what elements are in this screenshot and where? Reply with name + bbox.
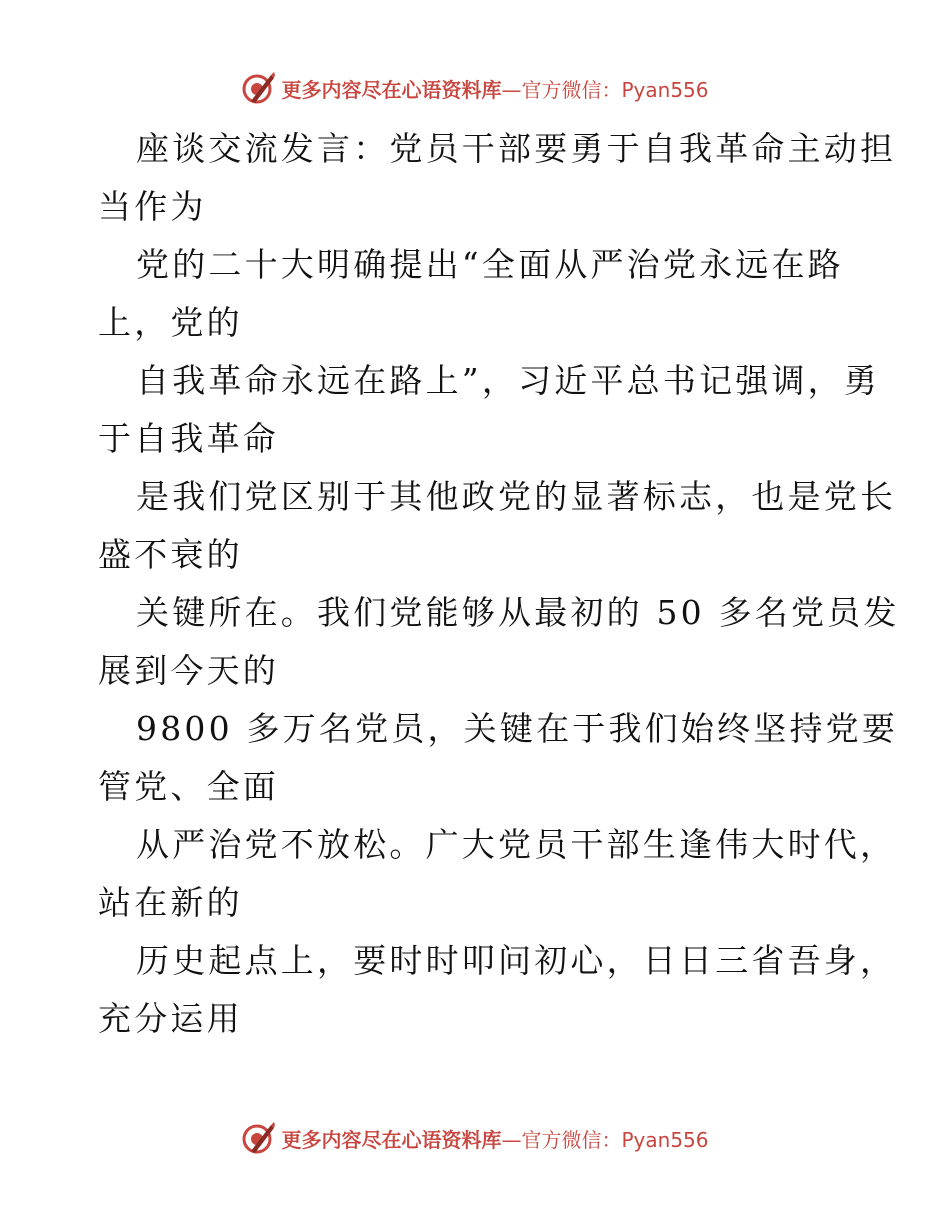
watermark-dash: — [501, 1127, 522, 1152]
footer-watermark [0, 1118, 950, 1158]
watermark-official: 官方微信： [521, 77, 622, 102]
text-line: 9800 多万名党员，关键在于我们始终坚持党要 [136, 709, 899, 748]
header-watermark [0, 68, 950, 108]
watermark-brand: 更多内容尽在心语资料库 [281, 1127, 502, 1152]
text-line: 管党、全面 [98, 767, 279, 806]
pen-logo-icon [241, 1121, 275, 1155]
pen-logo-icon [241, 71, 275, 105]
text-line: 座谈交流发言：党员干部要勇于自我革命主动担 [136, 129, 897, 168]
document-body [98, 120, 900, 1048]
text-line: 是我们党区别于其他政党的显著标志，也是党长 [136, 477, 897, 516]
text-line: 盛不衰的 [98, 535, 243, 574]
text-line: 上，党的 [98, 303, 243, 342]
text-line: 关键所在。我们党能够从最初的 50 多名党员发 [136, 593, 900, 632]
watermark-brand: 更多内容尽在心语资料库 [281, 77, 502, 102]
watermark-text [281, 1124, 708, 1153]
text-line: 充分运用 [98, 999, 243, 1038]
watermark-dash: — [501, 77, 522, 102]
text-line: 展到今天的 [98, 651, 279, 690]
text-line: 从严治党不放松。广大党员干部生逢伟大时代， [136, 825, 897, 864]
text-line: 历史起点上，要时时叩问初心，日日三省吾身， [136, 941, 897, 980]
watermark-id: Pyan556 [621, 1127, 709, 1152]
watermark-official: 官方微信： [521, 1127, 622, 1152]
watermark-id: Pyan556 [621, 77, 709, 102]
text-line: 于自我革命 [98, 419, 279, 458]
watermark-text [281, 74, 708, 103]
text-line: 党的二十大明确提出“全面从严治党永远在路 [136, 245, 844, 284]
text-line: 当作为 [98, 187, 207, 226]
text-line: 站在新的 [98, 883, 243, 922]
text-line: 自我革命永远在路上”，习近平总书记强调，勇 [136, 361, 881, 400]
